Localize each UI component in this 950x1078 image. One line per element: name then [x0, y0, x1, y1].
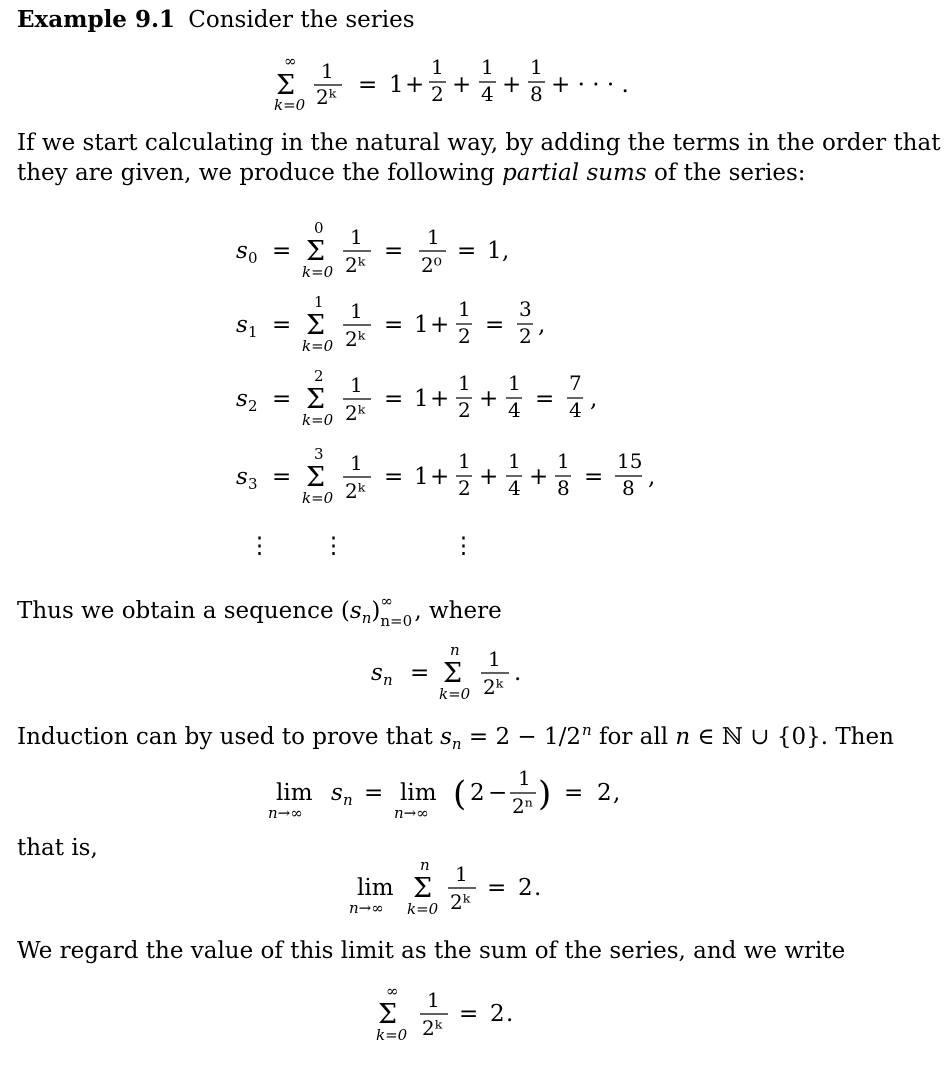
- ls-lower: k=0: [407, 900, 439, 918]
- ls-period: .: [534, 875, 542, 901]
- s3-comma: ,: [648, 464, 656, 490]
- d1-d8: 8: [530, 82, 543, 106]
- display-limit: [268, 766, 620, 822]
- s3-eq2: =: [384, 464, 404, 490]
- sn-eq: =: [410, 660, 430, 686]
- paragraph-2-var-s: s: [349, 598, 362, 624]
- s1-lower: k=0: [302, 337, 334, 355]
- s2-eq3: =: [535, 386, 555, 412]
- d1-eq: =: [358, 72, 378, 98]
- s3-eq1: =: [272, 464, 292, 490]
- paragraph-3-text-d: ∈ ℕ ∪ {0}. Then: [690, 724, 894, 750]
- lim1-word: lim: [276, 780, 313, 806]
- fs-period: .: [506, 1001, 514, 1027]
- s1-den: 2ᵏ: [345, 327, 366, 351]
- d1-d2: 2: [431, 82, 444, 106]
- s2-eq2: =: [384, 386, 404, 412]
- lim2-rparen: ): [538, 774, 552, 814]
- lim2-minus: −: [488, 780, 508, 806]
- paragraph-3-text-a: Induction can by used to prove that: [17, 724, 441, 750]
- s2-lower: k=0: [302, 411, 334, 429]
- s2-den: 2ᵏ: [345, 401, 366, 425]
- lim2-result: 2: [597, 780, 612, 806]
- sn-num: 1: [488, 647, 501, 671]
- paragraph-2-close: ): [371, 598, 381, 624]
- paragraph-2-text-a: Thus we obtain a sequence (: [17, 598, 350, 624]
- sn-period: .: [514, 660, 522, 686]
- lim1-sn-sub: n: [343, 791, 353, 809]
- ls-result: 2: [518, 875, 533, 901]
- vdots-1: ⋮: [248, 533, 271, 559]
- s0-den2: 2⁰: [421, 253, 442, 277]
- paragraph-3-var-s: s: [440, 724, 452, 750]
- d1-n2: 1: [431, 55, 444, 79]
- s3-d8: 8: [557, 476, 570, 500]
- s1-d2: 2: [458, 324, 471, 348]
- d1-plus-1: +: [405, 72, 425, 98]
- s1-eq2: =: [384, 312, 404, 338]
- paragraph-1-text-a: If we start calculating in the natural way, by adding the terms in the order that: [17, 130, 941, 156]
- sn-upper: n: [450, 641, 460, 659]
- partial-sums-emphasis: partial sums: [502, 160, 647, 186]
- s2-d4: 4: [508, 398, 521, 422]
- s1-rn: 3: [519, 297, 532, 321]
- s3-d2: 2: [458, 476, 471, 500]
- s2-n2: 1: [458, 371, 471, 395]
- example-intro: Consider the series: [188, 7, 415, 33]
- lim2-den: 2ⁿ: [512, 794, 534, 818]
- s0-num2: 1: [427, 225, 440, 249]
- paragraph-1-text-b: they are given, we produce the following: [17, 160, 503, 186]
- s2-sigma: Σ: [306, 384, 326, 415]
- s1-sub: 1: [248, 323, 258, 341]
- vdots-2: ⋮: [322, 533, 345, 559]
- s2-comma: ,: [590, 386, 598, 412]
- vdots-3: ⋮: [452, 533, 475, 559]
- s3-num: 1: [350, 451, 363, 475]
- ls-lim: lim: [357, 875, 394, 901]
- partial-sum-s1: [236, 293, 545, 355]
- s3-plus1: +: [430, 464, 450, 490]
- partial-sum-s2: [236, 367, 597, 429]
- partial-sum-s3: [236, 445, 655, 507]
- s1-eq1: =: [272, 312, 292, 338]
- s1-sigma: Σ: [306, 310, 326, 341]
- fs-result: 2: [490, 1001, 505, 1027]
- d1-d4: 4: [481, 82, 494, 106]
- lim2-sub: n→∞: [394, 804, 429, 822]
- d1-plus-3: +: [502, 72, 522, 98]
- s0-den: 2ᵏ: [345, 253, 366, 277]
- d1-sigma: Σ: [276, 70, 296, 101]
- s2-var: s: [236, 386, 248, 412]
- d1-num: 1: [321, 59, 334, 83]
- d1-lower: k=0: [274, 96, 306, 114]
- paragraph-3-text-c: for all: [591, 724, 676, 750]
- s3-sigma: Σ: [306, 462, 326, 493]
- paragraph-3-sup-n: n: [582, 721, 592, 739]
- sn-var: s: [371, 660, 383, 686]
- paragraph-3-sub-n: n: [451, 735, 462, 753]
- lim1-eq: =: [364, 780, 384, 806]
- sn-sub: n: [383, 671, 393, 689]
- partial-sum-s0: [236, 219, 509, 281]
- lim1-s: s: [331, 780, 343, 806]
- example-label: Example 9.1: [17, 6, 175, 33]
- display-sn: [371, 641, 521, 703]
- sn-den: 2ᵏ: [483, 675, 504, 699]
- s1-plus: +: [430, 312, 450, 338]
- paragraph-4-text: that is,: [17, 835, 98, 861]
- s0-num: 1: [350, 225, 363, 249]
- paragraph-3-text-b: = 2 − 1/2: [461, 724, 582, 750]
- s2-plus2: +: [479, 386, 499, 412]
- s3-plus3: +: [529, 464, 549, 490]
- paragraph-5-text: We regard the value of this limit as the sum of the series, and we write: [17, 938, 846, 964]
- display-series: [274, 52, 629, 114]
- paragraph-2-text-b: , where: [414, 598, 502, 624]
- s1-comma: ,: [538, 312, 546, 338]
- fs-sigma: Σ: [378, 999, 398, 1030]
- s3-var: s: [236, 464, 248, 490]
- fs-upper: ∞: [386, 982, 399, 1000]
- s1-n2: 1: [458, 297, 471, 321]
- lim2-two: 2: [470, 780, 485, 806]
- fs-den: 2ᵏ: [422, 1016, 443, 1040]
- s3-n4: 1: [508, 449, 521, 473]
- paragraph-2-sub-n: n: [361, 609, 372, 627]
- display-limit-sum: [349, 856, 541, 918]
- d1-dots-end: + · · · .: [551, 72, 629, 98]
- s2-rd: 4: [569, 398, 582, 422]
- ls-sigma: Σ: [413, 873, 433, 904]
- s0-eq3: =: [457, 238, 477, 264]
- s2-upper: 2: [314, 367, 324, 385]
- s0-eq1: =: [272, 238, 292, 264]
- paragraph-2-sup: ∞: [380, 592, 393, 610]
- paragraph-3-var-n: n: [675, 724, 691, 750]
- s0-var: s: [236, 238, 248, 264]
- s1-eq3: =: [485, 312, 505, 338]
- s3-den: 2ᵏ: [345, 479, 366, 503]
- s2-plus1: +: [430, 386, 450, 412]
- d1-upper-infinity: ∞: [284, 52, 297, 70]
- ls-eq: =: [487, 875, 507, 901]
- lim2-eq: =: [564, 780, 584, 806]
- fs-eq: =: [459, 1001, 479, 1027]
- s0-eq2: =: [384, 238, 404, 264]
- s1-upper: 1: [314, 293, 324, 311]
- ls-sub: n→∞: [349, 899, 384, 917]
- d1-den: 2ᵏ: [316, 85, 337, 109]
- s2-n4: 1: [508, 371, 521, 395]
- s2-rn: 7: [569, 371, 582, 395]
- d1-n8: 1: [530, 55, 543, 79]
- lim2-comma: ,: [613, 780, 621, 806]
- s3-d4: 4: [508, 476, 521, 500]
- s1-one: 1: [414, 312, 429, 338]
- paragraph-2-sub: n=0: [380, 612, 413, 630]
- lim1-sub: n→∞: [268, 804, 303, 822]
- s2-eq1: =: [272, 386, 292, 412]
- display-final-sum: [376, 982, 513, 1044]
- s2-sub: 2: [248, 397, 258, 415]
- s3-rn: 15: [617, 449, 643, 473]
- s3-sub: 3: [248, 475, 258, 493]
- fs-num: 1: [427, 988, 440, 1012]
- vertical-dots-row: [248, 533, 475, 559]
- s3-rd: 8: [622, 476, 635, 500]
- s3-upper: 3: [314, 445, 324, 463]
- s1-num: 1: [350, 299, 363, 323]
- lim2-lparen: (: [453, 774, 467, 814]
- s1-rd: 2: [519, 324, 532, 348]
- ls-num: 1: [455, 862, 468, 886]
- s1-var: s: [236, 312, 248, 338]
- s0-result: 1: [487, 238, 502, 264]
- s3-lower: k=0: [302, 489, 334, 507]
- s0-sub: 0: [248, 249, 258, 267]
- s3-one: 1: [414, 464, 429, 490]
- lim2-word: lim: [400, 780, 437, 806]
- ls-den: 2ᵏ: [450, 890, 471, 914]
- s3-plus2: +: [479, 464, 499, 490]
- s0-upper: 0: [314, 219, 324, 237]
- ls-upper: n: [420, 856, 430, 874]
- sn-sigma: Σ: [443, 658, 463, 689]
- sn-lower: k=0: [439, 685, 471, 703]
- s3-n2: 1: [458, 449, 471, 473]
- d1-one: 1: [389, 72, 404, 98]
- s3-n8: 1: [557, 449, 570, 473]
- s0-comma: ,: [502, 238, 510, 264]
- d1-n4: 1: [481, 55, 494, 79]
- fs-lower: k=0: [376, 1026, 408, 1044]
- s3-eq3: =: [584, 464, 604, 490]
- paragraph-1-text-c: of the series:: [646, 160, 806, 186]
- s0-sigma: Σ: [306, 236, 326, 267]
- d1-plus-2: +: [452, 72, 472, 98]
- s2-one: 1: [414, 386, 429, 412]
- lim2-num: 1: [518, 766, 531, 790]
- s0-lower: k=0: [302, 263, 334, 281]
- s2-num: 1: [350, 373, 363, 397]
- s2-d2: 2: [458, 398, 471, 422]
